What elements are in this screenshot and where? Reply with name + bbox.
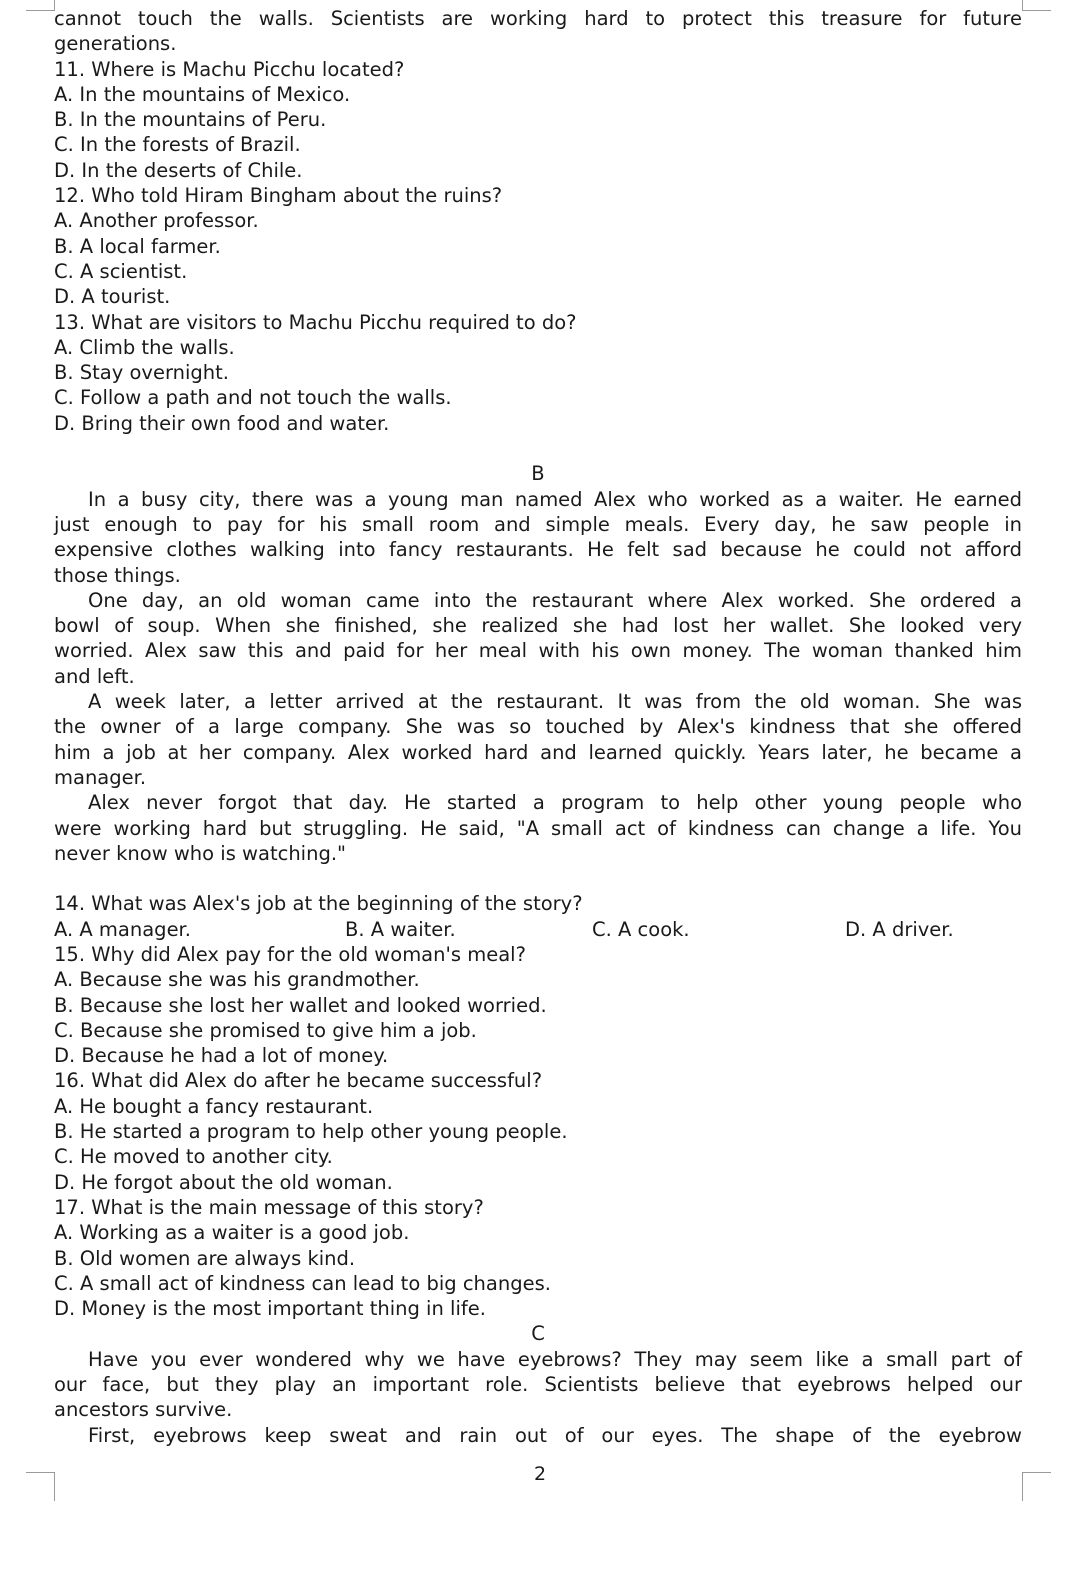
question-16-option-a: A. He bought a fancy restaurant. bbox=[54, 1094, 374, 1118]
question-13-option-c: C. Follow a path and not touch the walls. bbox=[54, 386, 452, 410]
passage-b-line: In a busy city, there was a young man named Alex who worked as a waiter. He earned bbox=[88, 487, 1022, 511]
passage-b-line: those things. bbox=[54, 563, 181, 587]
question-17-option-c: C. A small act of kindness can lead to big changes. bbox=[54, 1271, 551, 1295]
question-14-option-a: A. A manager. bbox=[54, 917, 191, 941]
question-16-option-b: B. He started a program to help other young people. bbox=[54, 1120, 568, 1144]
question-16-option-c: C. He moved to another city. bbox=[54, 1145, 333, 1169]
question-11-option-a: A. In the mountains of Mexico. bbox=[54, 82, 351, 106]
question-17-stem: 17. What is the main message of this story? bbox=[54, 1195, 484, 1219]
passage-a-line: cannot touch the walls. Scientists are working hard to protect this treasure for future bbox=[54, 7, 1022, 30]
section-c-heading: C bbox=[531, 1322, 545, 1346]
passage-b-line: were working hard but struggling. He said, "A small act of kindness can change a life. You bbox=[54, 816, 1022, 840]
passage-c-line: First, eyebrows keep sweat and rain out of our eyes. The shape of the eyebrow bbox=[88, 1423, 1022, 1447]
question-11-option-c: C. In the forests of Brazil. bbox=[54, 133, 301, 157]
question-15-option-a: A. Because she was his grandmother. bbox=[54, 968, 420, 992]
passage-b-line: Alex never forgot that day. He started a program to help other young people who bbox=[88, 791, 1022, 815]
passage-b-line: manager. bbox=[54, 765, 147, 789]
passage-b-line: never know who is watching." bbox=[54, 841, 346, 865]
question-12-stem: 12. Who told Hiram Bingham about the ruins? bbox=[54, 184, 503, 208]
question-14-options bbox=[54, 917, 1022, 942]
question-13-option-d: D. Bring their own food and water. bbox=[54, 411, 390, 435]
question-15-option-b: B. Because she lost her wallet and looked worried. bbox=[54, 993, 547, 1017]
question-17-option-b: B. Old women are always kind. bbox=[54, 1246, 356, 1270]
question-13-option-b: B. Stay overnight. bbox=[54, 361, 229, 385]
question-14-option-b: B. A waiter. bbox=[345, 917, 456, 941]
question-11-option-d: D. In the deserts of Chile. bbox=[54, 158, 303, 182]
passage-b-line: the owner of a large company. She was so touched by Alex's kindness that she offered bbox=[54, 715, 1022, 739]
question-13-stem: 13. What are visitors to Machu Picchu required to do? bbox=[54, 310, 577, 334]
question-17-option-a: A. Working as a waiter is a good job. bbox=[54, 1221, 410, 1245]
question-16-stem: 16. What did Alex do after he became successful? bbox=[54, 1069, 543, 1093]
crop-mark-top-right bbox=[1022, 0, 1051, 11]
question-13-option-a: A. Climb the walls. bbox=[54, 335, 235, 359]
page-number: 2 bbox=[533, 1463, 547, 1485]
question-12-option-a: A. Another professor. bbox=[54, 209, 259, 233]
question-15-option-d: D. Because he had a lot of money. bbox=[54, 1044, 389, 1068]
question-14-stem: 14. What was Alex's job at the beginning of the story? bbox=[54, 892, 583, 916]
question-12-option-b: B. A local farmer. bbox=[54, 234, 221, 258]
passage-b-line: just enough to pay for his small room and simple meals. Every day, he saw people in bbox=[54, 512, 1022, 536]
passage-b-line: worried. Alex saw this and paid for her meal with his own money. The woman thanked him bbox=[54, 639, 1022, 663]
passage-c-line: ancestors survive. bbox=[54, 1398, 233, 1422]
passage-c-line: Have you ever wondered why we have eyebrows? They may seem like a small part of bbox=[88, 1347, 1022, 1371]
question-15-stem: 15. Why did Alex pay for the old woman's meal? bbox=[54, 942, 526, 966]
passage-b-line: and left. bbox=[54, 664, 135, 688]
question-15-option-c: C. Because she promised to give him a job. bbox=[54, 1018, 477, 1042]
question-11-stem: 11. Where is Machu Picchu located? bbox=[54, 57, 405, 81]
passage-c-line: our face, but they play an important role. Scientists believe that eyebrows helped our bbox=[54, 1373, 1022, 1397]
question-17-option-d: D. Money is the most important thing in life. bbox=[54, 1297, 486, 1321]
passage-a-line: generations. bbox=[54, 32, 177, 56]
question-14-option-d: D. A driver. bbox=[845, 917, 954, 941]
passage-b-line: One day, an old woman came into the restaurant where Alex worked. She ordered a bbox=[88, 588, 1022, 612]
question-11-option-b: B. In the mountains of Peru. bbox=[54, 108, 327, 132]
passage-b-line: A week later, a letter arrived at the restaurant. It was from the old woman. She was bbox=[88, 690, 1022, 714]
question-12-option-c: C. A scientist. bbox=[54, 259, 188, 283]
crop-mark-top-left bbox=[26, 0, 55, 11]
question-12-option-d: D. A tourist. bbox=[54, 285, 171, 309]
passage-b-line: expensive clothes walking into fancy restaurants. He felt sad because he could not afford bbox=[54, 538, 1022, 562]
question-14-option-c: C. A cook. bbox=[592, 917, 690, 941]
passage-b-line: bowl of soup. When she finished, she realized she had lost her wallet. She looked very bbox=[54, 614, 1022, 638]
section-b-heading: B bbox=[531, 462, 545, 486]
document-page bbox=[54, 6, 1022, 1448]
question-16-option-d: D. He forgot about the old woman. bbox=[54, 1170, 393, 1194]
passage-b-line: him a job at her company. Alex worked hard and learned quickly. Years later, he became a bbox=[54, 740, 1022, 764]
